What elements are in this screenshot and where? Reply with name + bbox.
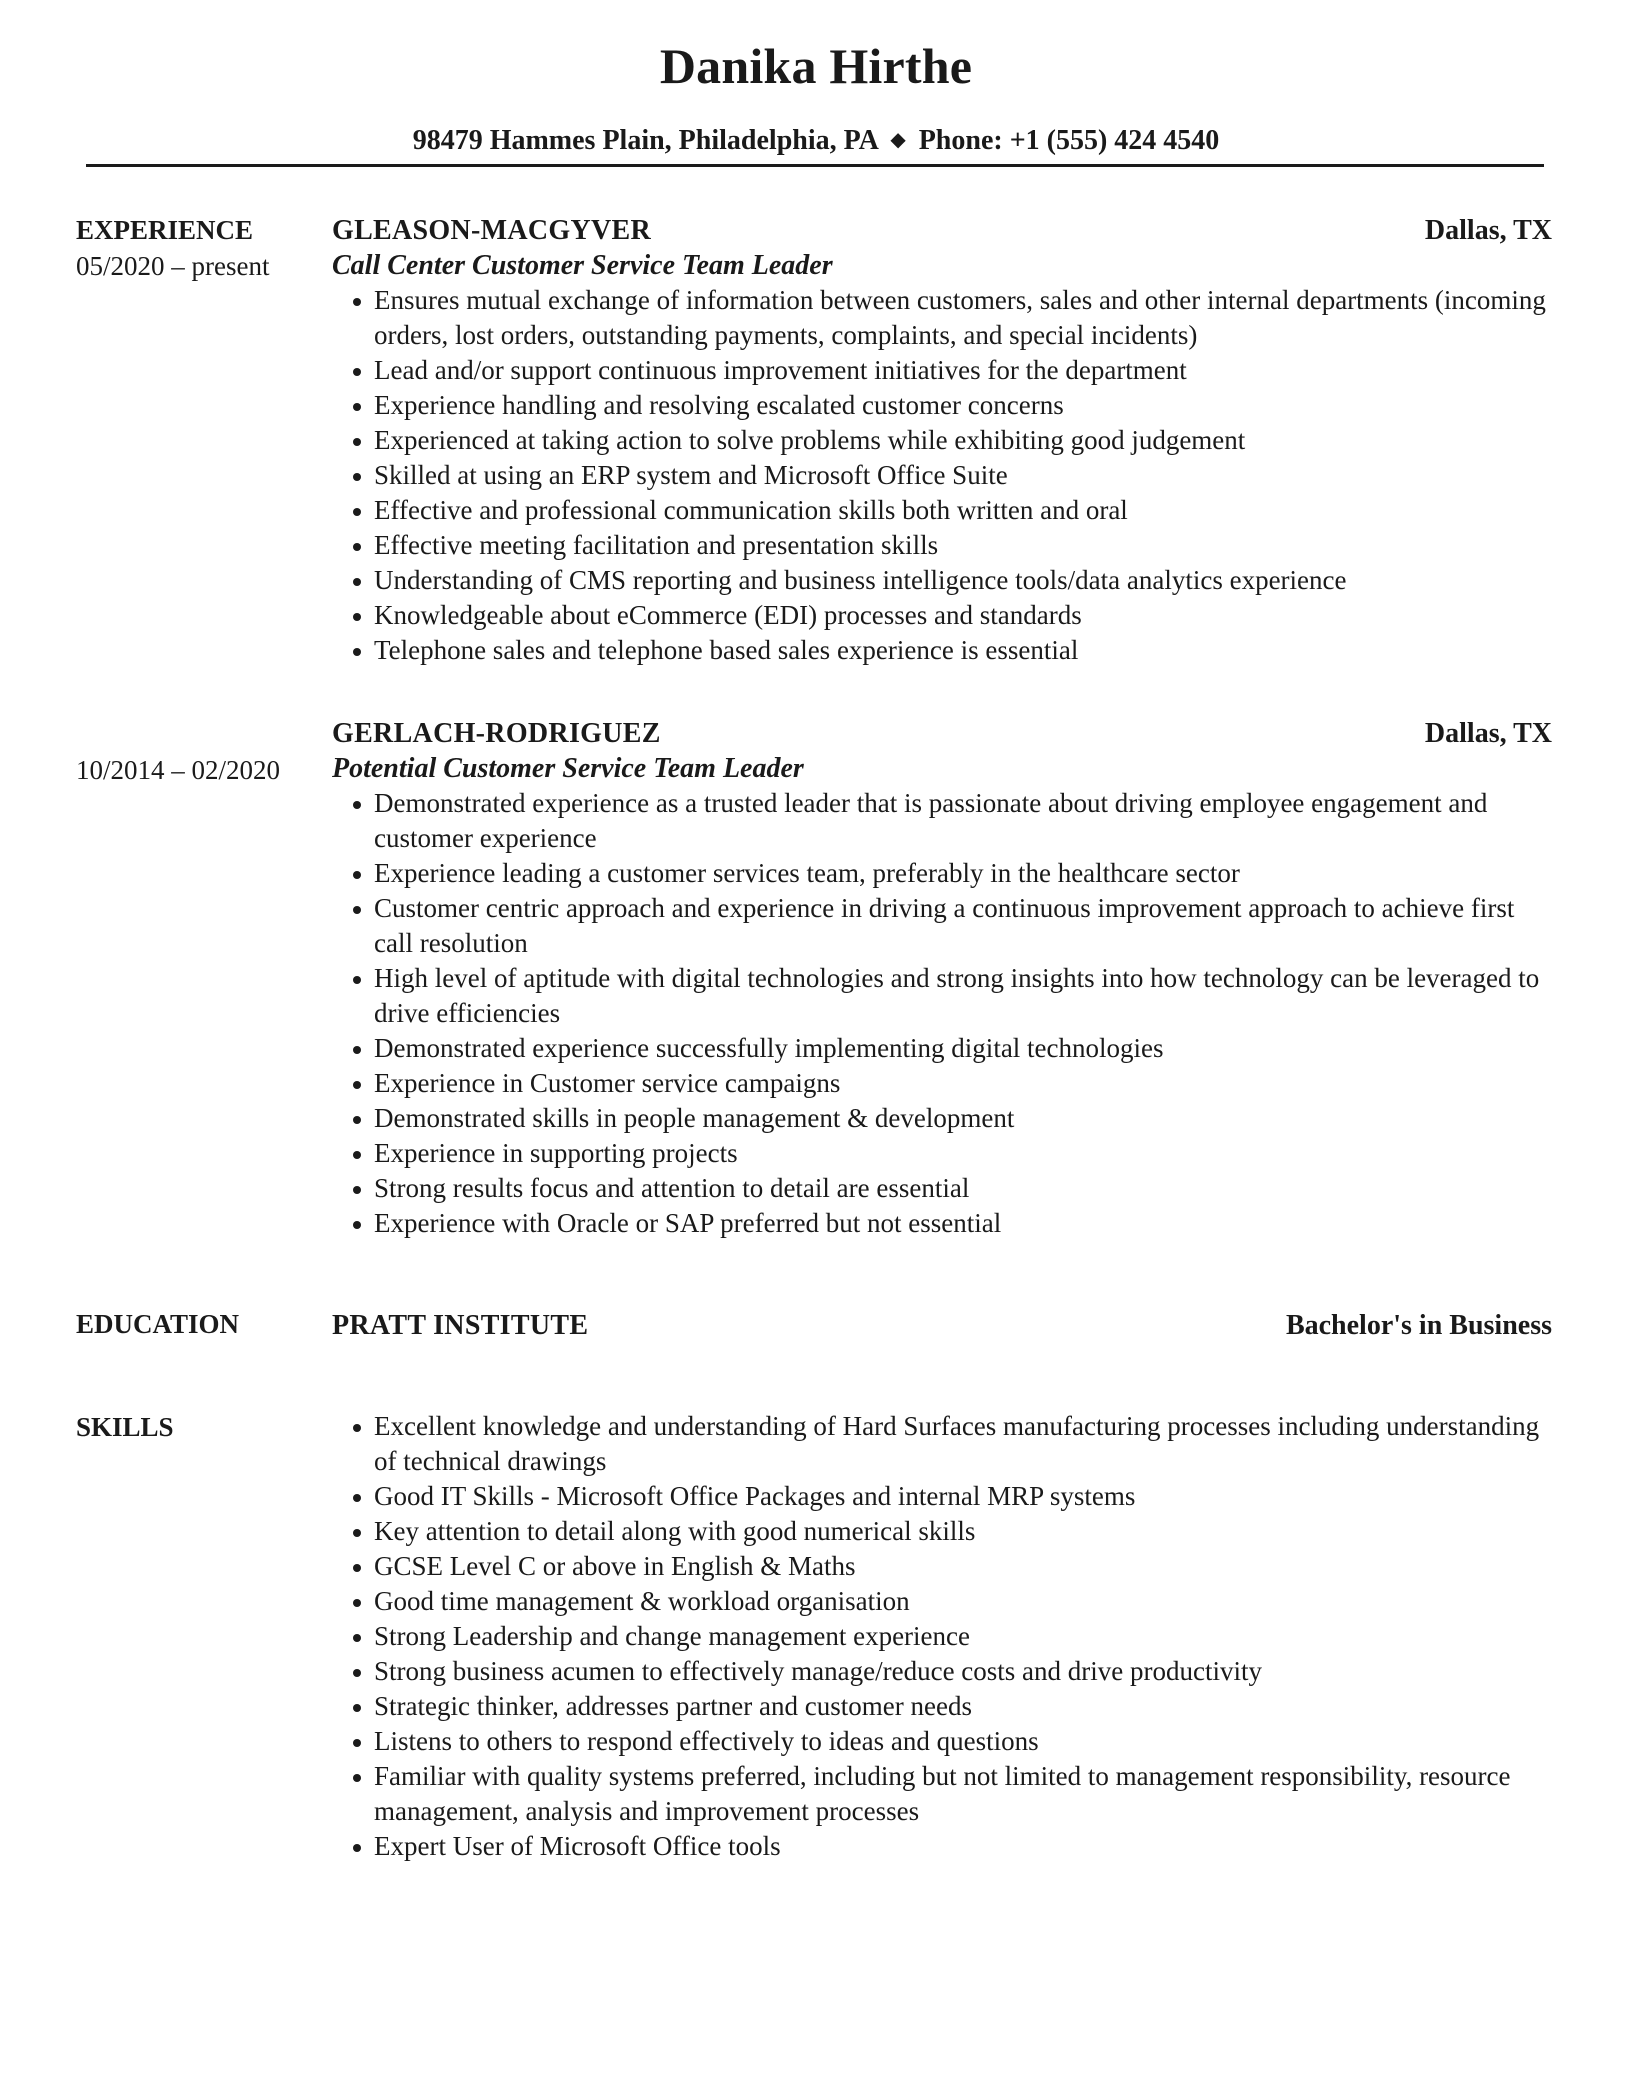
contact-line [0, 124, 1632, 158]
job-title: Potential Customer Service Team Leader [332, 753, 804, 784]
list-item: Understanding of CMS reporting and business intelligence tools/data analytics experience [374, 563, 1552, 598]
degree: Bachelor's in Business [1285, 1310, 1552, 1341]
job-header-1 [332, 213, 1552, 248]
list-item: Ensures mutual exchange of information between customers, sales and other internal departments (incoming orders, lost orders, outstanding payments, complaints, and special incidents) [374, 283, 1552, 353]
list-item: Effective meeting facilitation and presentation skills [374, 528, 1552, 563]
list-item: Strong Leadership and change management experience [374, 1619, 1552, 1654]
header-divider [86, 164, 1544, 167]
diamond-separator-icon: ◆ [890, 129, 906, 151]
job-dates-2: 10/2014 – 02/2020 [76, 755, 281, 785]
phone: Phone: +1 (555) 424 4540 [918, 125, 1220, 156]
skills-list-container [332, 1409, 1552, 1864]
school-name: PRATT INSTITUTE [332, 1310, 589, 1341]
list-item: Familiar with quality systems preferred, including but not limited to management responsibility, resource management, analysis and improvement processes [374, 1759, 1552, 1829]
list-item: Demonstrated experience as a trusted leader that is passionate about driving employee engagement and customer experience [374, 786, 1552, 856]
list-item: Good IT Skills - Microsoft Office Packages and internal MRP systems [374, 1479, 1552, 1514]
list-item: Telephone sales and telephone based sales experience is essential [374, 633, 1552, 668]
list-item: Key attention to detail along with good numerical skills [374, 1514, 1552, 1549]
company-name: GERLACH-RODRIGUEZ [332, 718, 661, 749]
list-item: Strong results focus and attention to detail are essential [374, 1171, 1552, 1206]
list-item: Lead and/or support continuous improvement initiatives for the department [374, 353, 1552, 388]
list-item: Experience in supporting projects [374, 1136, 1552, 1171]
education-entry [332, 1308, 1552, 1343]
list-item: Experienced at taking action to solve problems while exhibiting good judgement [374, 423, 1552, 458]
job-entry-2 [332, 716, 1552, 1241]
list-item: Strong business acumen to effectively manage/reduce costs and drive productivity [374, 1654, 1552, 1689]
company-location: Dallas, TX [1424, 215, 1552, 246]
address: 98479 Hammes Plain, Philadelphia, PA [412, 125, 878, 156]
list-item: Effective and professional communication skills both written and oral [374, 493, 1552, 528]
list-item: Demonstrated experience successfully implementing digital technologies [374, 1031, 1552, 1066]
list-item: Excellent knowledge and understanding of Hard Surfaces manufacturing processes including understanding of technical drawings [374, 1409, 1552, 1479]
job-bullets-1 [332, 283, 1552, 668]
job-title: Call Center Customer Service Team Leader [332, 250, 833, 281]
list-item: Demonstrated skills in people management & development [374, 1101, 1552, 1136]
list-item: Experience handling and resolving escalated customer concerns [374, 388, 1552, 423]
list-item: GCSE Level C or above in English & Maths [374, 1549, 1552, 1584]
list-item: Good time management & workload organisation [374, 1584, 1552, 1619]
candidate-name: Danika Hirthe [659, 38, 973, 94]
list-item: Strategic thinker, addresses partner and customer needs [374, 1689, 1552, 1724]
list-item: Experience in Customer service campaigns [374, 1066, 1552, 1101]
education-header [332, 1308, 1552, 1343]
list-item: Customer centric approach and experience in driving a continuous improvement approach to achieve first call resolution [374, 891, 1552, 961]
skills-list [332, 1409, 1552, 1864]
list-item: Experience leading a customer services team, preferably in the healthcare sector [374, 856, 1552, 891]
job-header-2 [332, 716, 1552, 751]
job-entry-1 [332, 213, 1552, 668]
list-item: Experience with Oracle or SAP preferred but not essential [374, 1206, 1552, 1241]
job-bullets-2 [332, 786, 1552, 1241]
list-item: Knowledgeable about eCommerce (EDI) processes and standards [374, 598, 1552, 633]
job-dates-1: 05/2020 – present [76, 251, 270, 281]
section-label-education: EDUCATION [76, 1309, 240, 1339]
company-location: Dallas, TX [1424, 718, 1552, 749]
list-item: High level of aptitude with digital technologies and strong insights into how technology can be leveraged to drive efficiencies [374, 961, 1552, 1031]
section-label-experience: EXPERIENCE [76, 215, 254, 245]
list-item: Expert User of Microsoft Office tools [374, 1829, 1552, 1864]
list-item: Listens to others to respond effectively to ideas and questions [374, 1724, 1552, 1759]
company-name: GLEASON-MACGYVER [332, 215, 652, 246]
list-item: Skilled at using an ERP system and Microsoft Office Suite [374, 458, 1552, 493]
section-label-skills: SKILLS [76, 1412, 174, 1442]
